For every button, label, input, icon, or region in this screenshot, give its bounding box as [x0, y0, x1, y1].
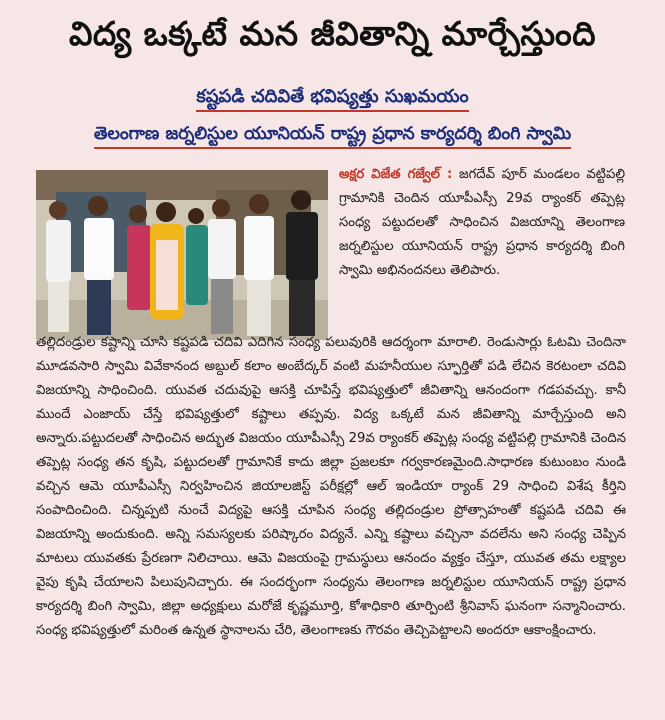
- headline: విద్య ఒక్కటే మన జీవితాన్ని మార్చేస్తుంది: [68, 14, 597, 53]
- subheading-2-text: తెలంగాణ జర్నలిస్టుల యూనియన్ రాష్ట్ర ప్రధాన కార్యదర్శి బింగి స్వామి: [94, 124, 571, 149]
- byline: అక్షర విజేత గజ్వేల్ :: [339, 167, 453, 182]
- lead-text: జగదేవ్ పూర్ మండలం వట్టిపల్లి గ్రామానికి చెందిన యూపీఎస్సీ 29వ ర్యాంకర్ తప్పెట్ల సంధ్య పట్టుదలతో సాధించిన విజయాన్ని తెలంగాణ జర్నలిస్టుల యూనియన్ రాష్ట్ర ప్రధాన కార్యదర్శి బింగి స్వామి అభినందనలు తెలిపారు.: [339, 167, 625, 278]
- group-photo-illustration: [36, 170, 328, 340]
- body-text: తల్లిదండ్రుల కష్టాన్ని చూసి కష్టపడి చదివి ఎదిగిన సంధ్య పలువురికి ఆదర్శంగా మారాలి. రెండుసార్లు ఓటమి చెందినా మూడవసారి స్వామి వివేకానంద అబ్దుల్ కలాం అంబేద్కర్ వంటి మహనీయుల స్ఫూర్తితో పడి లేచిన కెరటంలా చదివి విజయాన్ని సాధించింది. యువత చదువుపై ఆసక్తి చూపిస్తే భవిష్యత్తులో జీవితాన్ని ఆనందంగా గడపవచ్చు. కానీ ముందే ఎంజాయ్ చేస్తే భవిష్యత్తులో కష్టాలు తప్పవు. విద్య ఒక్కటే మన జీవితాన్ని మార్చేస్తుంది అని అన్నారు.పట్టుదలతో సాధించిన అద్భుత విజయం యూపీఎస్సీ 29వ ర్యాంకర్ తప్పెట్ల సంధ్య వట్టిపల్లి గ్రామానికి చెందిన తప్పెట్ల సంధ్య తన కృషి, పట్టుదలతో గ్రామానికే కాదు జిల్లా ప్రజలకూ గర్వకారణమైంది.సాధారణ కుటుంబం నుండి వచ్చిన ఆమె యూపీఎస్సీ నిర్వహించిన జియాలజిస్ట్ పరీక్షల్లో ఆల్ ఇండియా ర్యాంక్ 29 సాధించి విశేష కీర్తిని సంపాదించింది. చిన్నప్పటి నుంచే విద్యపై ఆసక్తి చూపిన సంధ్య తల్లిదండ్రుల ప్రోత్సాహంతో కష్టపడి చదివి ఈ విజయాన్ని అందుకుంది. అన్ని సమస్యలకు పరిష్కారం విద్యనే. ఎన్ని కష్టాలు వచ్చినా వదలేను అని సంధ్య చెప్పిన మాటలు యువతకు ప్రేరణగా నిలిచాయి. ఆమె విజయంపై గ్రామస్థులు ఆనందం వ్యక్తం చేస్తూ, యువత తమ లక్ష్యాల వైపు కృషి చేయాలని పిలుపునిచ్చారు. ఈ సందర్భంగా సంధ్యను తెలంగాణ జర్నలిస్టుల యూనియన్ రాష్ట్ర ప్రధాన కార్యదర్శి బింగి స్వామి, జిల్లా అధ్యక్షులు మరోజే కృష్ణమూర్తి, కోశాధికారి తూర్పింటి శ్రీనివాస్ ఘనంగా సన్మానించారు. సంధ్య భవిష్యత్తులో మరింత ఉన్నత స్థానాలను చేరి, తెలంగాణకు గౌరవం తెచ్చిపెట్టాలని అందరూ ఆకాంక్షించారు.: [36, 335, 626, 638]
- subheading-1: [0, 86, 665, 111]
- body-paragraph: [36, 331, 626, 643]
- news-photo: [36, 170, 328, 340]
- lead-paragraph: [339, 163, 625, 283]
- subheading-2: [10, 124, 655, 148]
- subheading-1-text: కష్టపడి చదివితే భవిష్యత్తు సుఖమయం: [196, 86, 468, 112]
